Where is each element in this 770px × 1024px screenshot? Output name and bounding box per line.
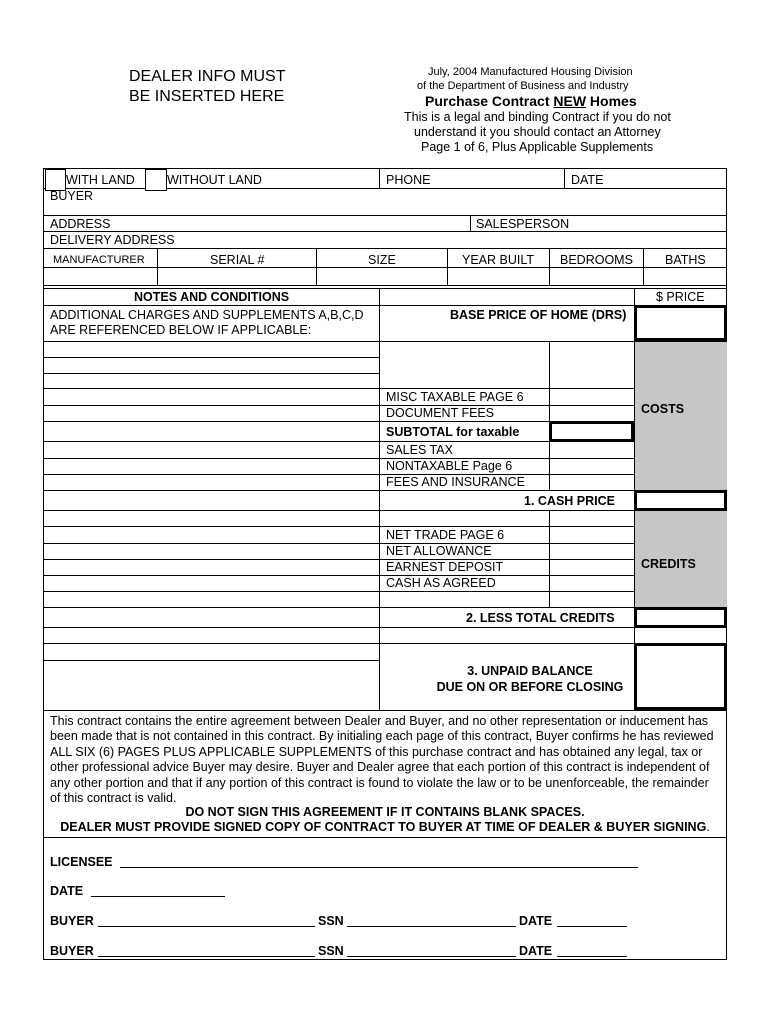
net-allowance-label: NET ALLOWANCE <box>386 544 492 558</box>
notes-line-2: ARE REFERENCED BELOW IF APPLICABLE: <box>50 323 312 337</box>
bedrooms-label: BEDROOMS <box>560 253 633 267</box>
size-label: SIZE <box>368 253 396 267</box>
title-suffix: Homes <box>586 93 637 109</box>
licensee-signature-line[interactable] <box>120 867 638 868</box>
subtotal-label: SUBTOTAL for taxable <box>386 425 520 439</box>
with-land-label: WITH LAND <box>66 173 135 187</box>
base-price-label: BASE PRICE OF HOME (DRS) <box>450 308 627 322</box>
dealer-info-line1: DEALER INFO MUST <box>129 68 286 85</box>
cash-price-box[interactable] <box>634 490 727 511</box>
date2-line[interactable] <box>557 956 627 957</box>
warning-signed-copy <box>43 820 727 834</box>
legal-notice-2: understand it you should contact an Attorney <box>414 125 661 139</box>
terms-paragraph <box>50 714 726 806</box>
buyer1-label: BUYER <box>50 914 94 928</box>
document-fees-label: DOCUMENT FEES <box>386 406 495 420</box>
date-label: DATE <box>571 173 604 187</box>
department: of the Department of Business and Industry <box>417 80 629 92</box>
earnest-deposit-label: EARNEST DEPOSIT <box>386 560 504 574</box>
net-trade-label: NET TRADE PAGE 6 <box>386 528 505 542</box>
warning-blank-spaces: DO NOT SIGN THIS AGREEMENT IF IT CONTAINS BLANK SPACES. <box>185 805 585 819</box>
terms-line-6: of this contract is valid. <box>50 791 177 806</box>
terms-line-5: any other portion and that if any portion of this contract is found to violate the law or to be unenforceable, the remainder <box>50 775 709 790</box>
licensee-date-line[interactable] <box>91 896 225 897</box>
base-price-box[interactable] <box>634 305 727 341</box>
licensee-date-label: DATE <box>50 884 84 898</box>
without-land-label: WITHOUT LAND <box>167 173 262 187</box>
warning-signed-copy-text: DEALER MUST PROVIDE SIGNED COPY OF CONTRACT TO BUYER AT TIME OF DEALER & BUYER SIGNING <box>60 820 707 834</box>
form-frame <box>43 168 727 960</box>
ssn2-label: SSN <box>318 944 344 958</box>
notes-header: NOTES AND CONDITIONS <box>134 290 290 304</box>
unpaid-balance-label: 3. UNPAID BALANCE <box>467 664 593 678</box>
serial-label: SERIAL # <box>210 253 265 267</box>
licensee-label: LICENSEE <box>50 855 113 869</box>
legal-notice-1: This is a legal and binding Contract if you do not <box>404 110 671 124</box>
title-prefix: Purchase Contract <box>425 93 554 109</box>
delivery-address-label: DELIVERY ADDRESS <box>50 233 175 247</box>
ssn1-label: SSN <box>318 914 344 928</box>
phone-label: PHONE <box>386 173 431 187</box>
baths-label: BATHS <box>665 253 706 267</box>
date1-line[interactable] <box>557 926 627 927</box>
terms-line-2: been made that is not contained in this contract. By initialing each page of this contract, Buyer confirms he has reviewed <box>50 729 714 744</box>
terms-line-3: ALL SIX (6) PAGES PLUS APPLICABLE SUPPLEMENTS of this purchase contract and has obtained any legal, tax or <box>50 744 703 759</box>
price-header: $ PRICE <box>656 290 705 304</box>
buyer2-signature-line[interactable] <box>98 956 315 957</box>
contract-title <box>425 93 637 109</box>
title-new: NEW <box>553 93 587 109</box>
without-land-checkbox[interactable] <box>145 169 167 191</box>
warning-signed-copy-period: . <box>706 820 710 834</box>
manufacturer-label: MANUFACTURER <box>53 254 145 266</box>
date2-label: DATE <box>519 944 553 958</box>
less-total-credits-label: 2. LESS TOTAL CREDITS <box>466 611 615 625</box>
credits-label: CREDITS <box>641 557 696 571</box>
terms-line-4: other professional advice Buyer may desire. Buyer and Dealer agree that each portion of this contract is independent of <box>50 760 710 775</box>
notes-line-1: ADDITIONAL CHARGES AND SUPPLEMENTS A,B,C,D <box>50 308 364 322</box>
total-credits-box[interactable] <box>634 607 727 628</box>
sales-tax-label: SALES TAX <box>386 443 453 457</box>
with-land-checkbox[interactable] <box>45 169 66 191</box>
ssn1-line[interactable] <box>347 926 516 927</box>
salesperson-label: SALESPERSON <box>476 217 570 231</box>
date-division: July, 2004 Manufactured Housing Division <box>428 66 633 78</box>
buyer1-signature-line[interactable] <box>98 926 315 927</box>
subtotal-box[interactable] <box>549 421 634 442</box>
legal-notice-3: Page 1 of 6, Plus Applicable Supplements <box>421 140 654 154</box>
cash-price-label: 1. CASH PRICE <box>524 494 615 508</box>
misc-taxable-label: MISC TAXABLE PAGE 6 <box>386 390 524 404</box>
nontaxable-label: NONTAXABLE Page 6 <box>386 459 513 473</box>
due-on-closing-label: DUE ON OR BEFORE CLOSING <box>436 680 624 694</box>
date1-label: DATE <box>519 914 553 928</box>
cash-as-agreed-label: CASH AS AGREED <box>386 576 496 590</box>
year-built-label: YEAR BUILT <box>462 253 535 267</box>
unpaid-balance-box[interactable] <box>634 643 727 710</box>
buyer-label: BUYER <box>50 189 94 203</box>
dealer-info-line2: BE INSERTED HERE <box>129 88 285 105</box>
buyer2-label: BUYER <box>50 944 94 958</box>
costs-label: COSTS <box>641 402 685 416</box>
fees-insurance-label: FEES AND INSURANCE <box>386 475 525 489</box>
ssn2-line[interactable] <box>347 956 516 957</box>
terms-line-1: This contract contains the entire agreement between Dealer and Buyer, and no other representation or inducement has <box>50 714 709 728</box>
address-label: ADDRESS <box>50 217 111 231</box>
